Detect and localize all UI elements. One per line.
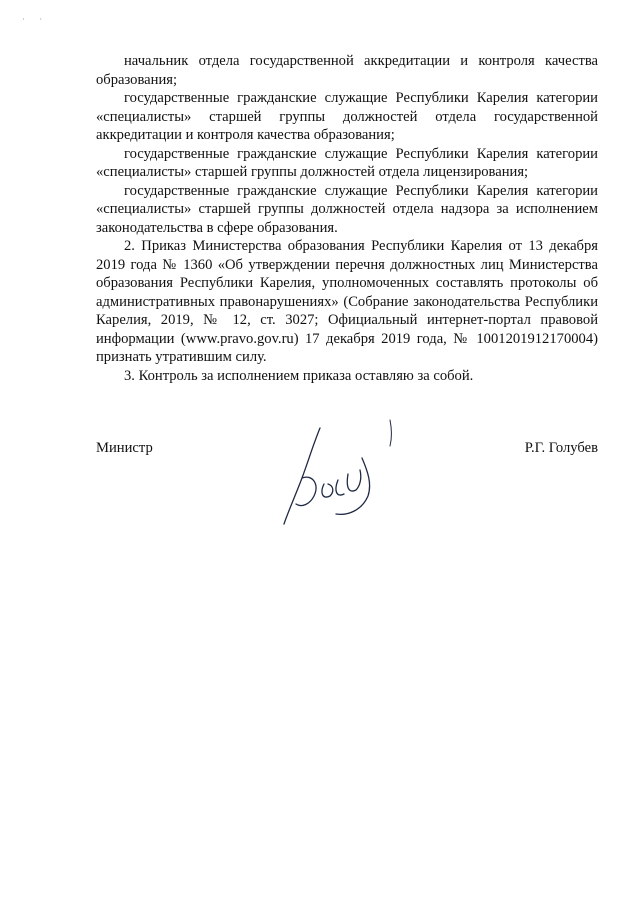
signatory-title: Министр xyxy=(96,440,153,456)
signature-block xyxy=(96,440,598,560)
paragraph-head-of-accreditation: начальник отдела государственной аккредитации и контроля качества образования; xyxy=(96,53,598,88)
paragraph-item-2: 2. Приказ Министерства образования Республики Карелия от 13 декабря 2019 года № 1360 «Об утверждении перечня должностных лиц Министерства образования Республики Карелия, уполномоченных составлять протоколы об административных правонарушениях» (Собрание законодательства Республики Карелия, 2019, № 12, ст. 3027; Официальный интернет-портал правовой информации (www.pravo.gov.ru) 17 декабря 2019 года, № 1001201912170004) признать утратившим силу. xyxy=(96,238,598,365)
signatory-name: Р.Г. Голубев xyxy=(524,440,598,456)
document-body xyxy=(96,52,598,385)
paragraph-licensing-specialists: государственные гражданские служащие Республики Карелия категории «специалисты» старшей группы должностей отдела лицензирования; xyxy=(96,145,598,180)
paragraph-supervision-specialists: государственные гражданские служащие Республики Карелия категории «специалисты» старшей группы должностей отдела надзора за исполнением законодательства в сфере образования. xyxy=(96,182,598,236)
scan-mark: · · xyxy=(22,14,49,24)
paragraph-item-3: 3. Контроль за исполнением приказа оставляю за собой. xyxy=(124,367,474,384)
handwritten-signature xyxy=(268,400,418,550)
paragraph-accreditation-specialists: государственные гражданские служащие Республики Карелия категории «специалисты» старшей группы должностей отдела государственной аккредитации и контроля качества образования; xyxy=(96,90,598,143)
